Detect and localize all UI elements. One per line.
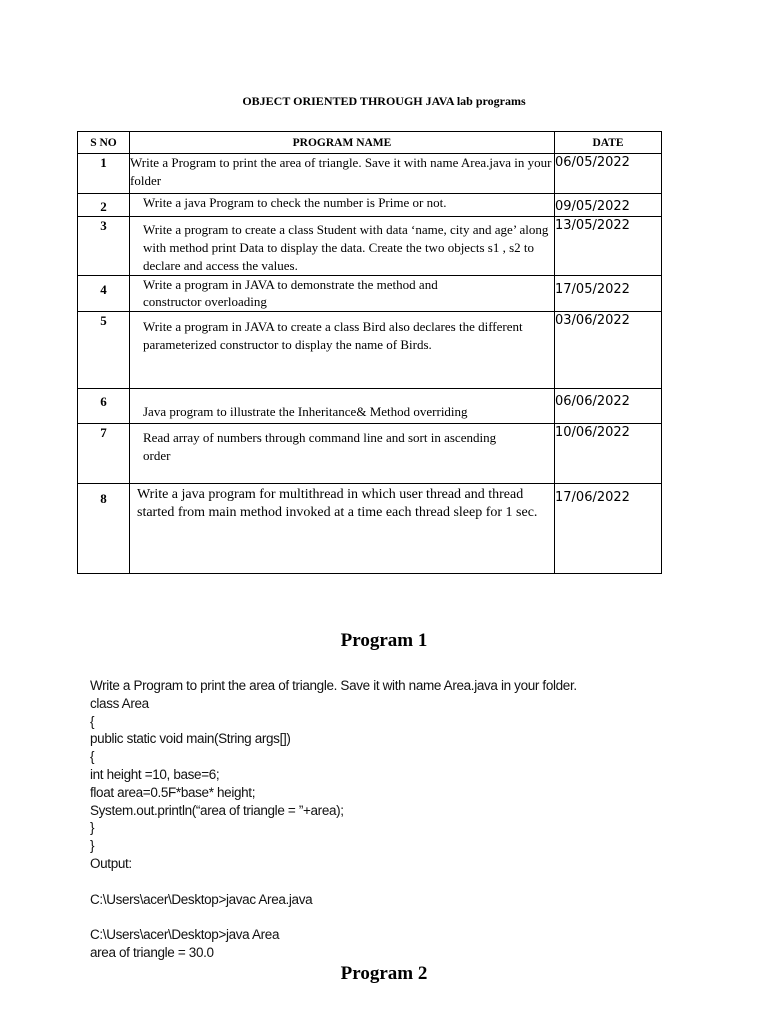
table-row	[78, 276, 662, 312]
row-date: 10/06/2022	[555, 424, 662, 484]
column-header-date: DATE	[555, 132, 662, 154]
table-header-row	[78, 132, 662, 154]
row-sno: 8	[78, 484, 130, 574]
row-date: 03/06/2022	[555, 312, 662, 389]
row-date: 06/06/2022	[555, 389, 662, 424]
row-program-name-text: Write a program in JAVA to demonstrate the method and constructor overloading	[143, 277, 438, 309]
code-line: {	[90, 749, 95, 765]
table-row	[78, 424, 662, 484]
row-sno: 2	[78, 194, 130, 217]
row-program-name: Write a java Program to check the number is Prime or not.	[130, 194, 555, 217]
row-date: 09/05/2022	[555, 194, 662, 217]
program-1-description: Write a Program to print the area of triangle. Save it with name Area.java in your folder.	[90, 678, 577, 693]
row-program-name: Write a Program to print the area of triangle. Save it with name Area.java in your folder	[130, 154, 555, 194]
program-2-heading: Program 2	[340, 963, 428, 984]
row-sno: 1	[78, 154, 130, 194]
table-row	[78, 312, 662, 389]
output-line: area of triangle = 30.0	[90, 944, 214, 960]
output-label: Output:	[90, 855, 132, 871]
row-date: 06/05/2022	[555, 154, 662, 194]
row-program-name-text: Read array of numbers through command line and sort in ascending order	[143, 430, 497, 463]
code-line: }	[90, 838, 95, 854]
row-program-name: Write a program to create a class Student with data ‘name, city and age’ along with method print Data to display the data. Create the two objects s1 , s2 to declare and access the values.	[130, 217, 555, 276]
table-row	[78, 484, 662, 574]
row-program-name: Write a program in JAVA to create a class Bird also declares the different parameterized constructor to display the name of Birds.	[130, 312, 555, 389]
code-line: System.out.println(“area of triangle = ”+area);	[90, 802, 344, 818]
output-line: C:\Users\acer\Desktop>javac Area.java	[90, 891, 313, 907]
table-row	[78, 194, 662, 217]
blank-line	[90, 908, 710, 926]
row-sno: 4	[78, 276, 130, 312]
code-line: int height =10, base=6;	[90, 766, 220, 782]
code-line: float area=0.5F*base* height;	[90, 784, 256, 800]
column-header-sno: S NO	[78, 132, 130, 154]
row-program-name: Write a java program for multithread in which user thread and thread started from main method invoked at a time each thread sleep for 1 sec.	[130, 484, 555, 574]
row-sno: 3	[78, 217, 130, 276]
row-sno: 5	[78, 312, 130, 389]
row-program-name: Java program to illustrate the Inheritance& Method overriding	[130, 389, 555, 424]
row-date: 17/06/2022	[555, 484, 662, 574]
code-line: {	[90, 713, 95, 729]
column-header-program-name: PROGRAM NAME	[130, 132, 555, 154]
program-list-table	[77, 131, 662, 574]
row-program-name	[130, 424, 555, 484]
blank-line	[90, 873, 710, 891]
table-row	[78, 389, 662, 424]
table-row	[78, 217, 662, 276]
row-program-name	[130, 276, 555, 312]
row-date: 17/05/2022	[555, 276, 662, 312]
program-1-heading: Program 1	[340, 630, 428, 651]
table-row	[78, 154, 662, 194]
output-line: C:\Users\acer\Desktop>java Area	[90, 927, 280, 943]
program-1-code-block	[90, 677, 710, 962]
document-title: OBJECT ORIENTED THROUGH JAVA lab programs	[242, 94, 526, 108]
row-sno: 6	[78, 389, 130, 424]
row-sno: 7	[78, 424, 130, 484]
row-date: 13/05/2022	[555, 217, 662, 276]
code-line: public static void main(String args[])	[90, 731, 291, 747]
code-line: }	[90, 820, 95, 836]
code-line: class Area	[90, 695, 149, 711]
